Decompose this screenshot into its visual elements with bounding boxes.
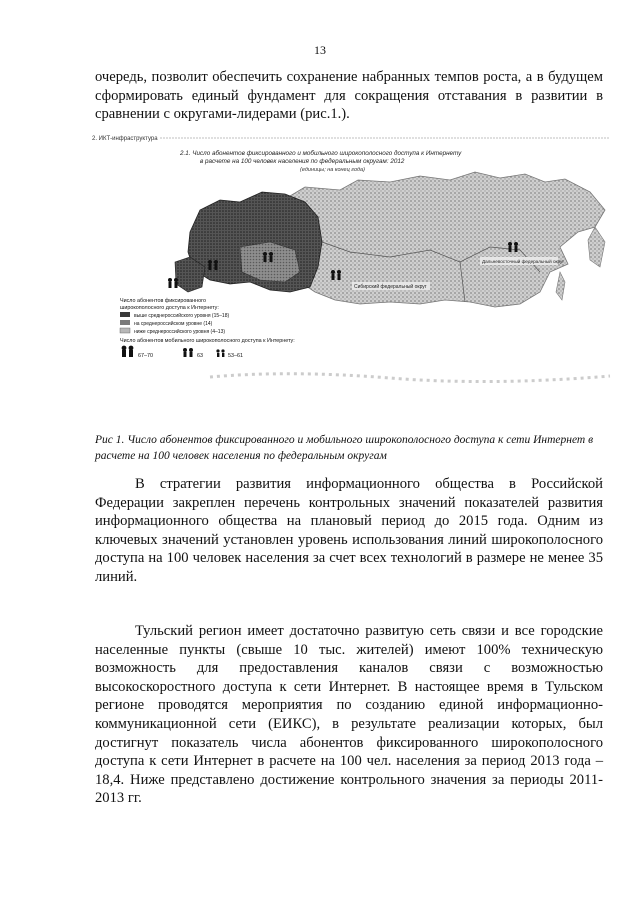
map-legend xyxy=(120,298,295,359)
figure-title-line3: (единицы; на конец года) xyxy=(300,167,365,173)
legend-people-icon-medium xyxy=(183,348,193,357)
legend-swatch-low xyxy=(120,328,130,333)
legend-people-icon-small xyxy=(216,349,224,357)
russia-map-svg xyxy=(90,132,615,392)
figure-header: 2. ИКТ-инфраструктура xyxy=(92,136,158,142)
legend-swatch-high xyxy=(120,312,130,317)
region-label-siberia: Сибирский федеральный округ xyxy=(354,284,427,290)
legend-fixed-item-high: выше среднероссийского уровня (15–18) xyxy=(134,313,230,319)
map-kamchatka xyxy=(588,227,605,267)
legend-swatch-mid xyxy=(120,320,130,325)
figure-title-line2: в расчете на 100 человек населения по федеральным округам: 2012 xyxy=(200,158,405,165)
legend-mobile-title: Число абонентов мобильного широкополосного доступа к Интернету: xyxy=(120,338,295,344)
figure-map xyxy=(90,132,615,392)
legend-fixed-title-1: Число абонентов фиксированного xyxy=(120,298,206,304)
scan-noise xyxy=(210,374,610,382)
map-sakhalin xyxy=(556,272,565,300)
legend-fixed-title-2: широкополосного доступа к Интернету: xyxy=(120,305,219,311)
paragraph-intro: очередь, позволит обеспечить сохранение набранных темпов роста, а в будущем сформировать единый фундамент для сокращения отставания в развитии в сравнении с округами-лидерами (рис.1.). xyxy=(95,69,603,123)
figure-title-line1: 2.1. Число абонентов фиксированного и мобильного широкополосного доступа к Интернету xyxy=(180,150,462,157)
people-icon xyxy=(168,278,178,288)
paragraph-strategy: В стратегии развития информационного общества в Российской Федерации закреплен перечень контрольных значений показателей развития информационного общества на плановый период до 2015 года. Одним из ключевых значений установлен уровень использования линий широкополосного доступа на 100 человек населения за счет всех технологий в размере не менее 35 линий. xyxy=(95,476,603,585)
region-label-far-east: Дальневосточный федеральный округ xyxy=(482,259,565,264)
legend-mobile-item-1: 67–70 xyxy=(138,353,153,359)
map-region-east xyxy=(280,172,605,307)
figure-caption: Рис 1. Число абонентов фиксированного и мобильного широкополосного доступа к сети Интернет в расчете на 100 человек населения по федеральным округам xyxy=(95,434,594,462)
legend-mobile-item-3: 53–61 xyxy=(228,353,243,359)
legend-fixed-item-mid: на среднероссийском уровне (14) xyxy=(134,321,213,327)
paragraph-tula: Тульский регион имеет достаточно развитую сеть связи и все городские населенные пункты (свыше 10 тыс. жителей) имеют 100% техническую возможность для предоставления каналов связи с возможностью высокоскоростного доступа к сети Интернет. В настоящее время в Тульском регионе проводятся мероприятия по созданию единой информационно-коммуникационной сети (ЕИКС), в результате реализации которых, был достигнут показатель числа абонентов фиксированного широкополосного доступа к сети Интернет в расчете на 100 чел. населения за период 2013 года – 18,4. Ниже представлено достижение контрольного значения за периоды 2011-2013 гг. xyxy=(95,623,603,807)
legend-people-icon-large xyxy=(122,346,134,357)
legend-mobile-item-2: 63 xyxy=(197,353,203,359)
legend-fixed-item-low: ниже среднероссийского уровня (4–13) xyxy=(134,329,226,335)
page-number: 13 xyxy=(314,43,326,57)
